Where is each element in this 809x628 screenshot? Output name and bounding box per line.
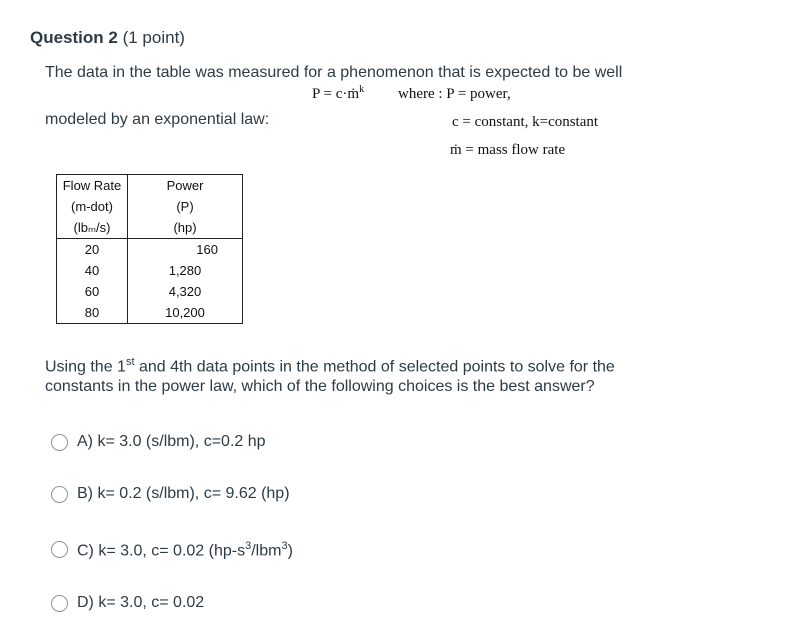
table-row — [57, 239, 243, 261]
radio-button[interactable] — [51, 541, 68, 558]
formula-exponent: k — [359, 84, 365, 95]
prompt-superscript: st — [125, 356, 135, 368]
prompt-part2: and 4th data points in the method of selected points to solve for the — [134, 358, 615, 376]
data-table — [56, 174, 243, 324]
answer-choice-label: B) k= 0.2 (s/lbm), c= 9.62 (hp) — [77, 485, 290, 502]
formula-where: where : P = power, — [398, 86, 511, 102]
prompt-part1: Using the 1 — [45, 358, 126, 376]
choice-c-sup2: 3 — [281, 540, 288, 552]
answer-choice-label: D) k= 3.0, c= 0.02 — [77, 594, 205, 611]
question-prompt-line1 — [45, 356, 615, 376]
question-title: Question 2 — [30, 28, 118, 47]
table-header-power-2: (P) — [128, 196, 243, 217]
choice-c-part2: /lbm — [251, 542, 282, 560]
question-header — [30, 28, 185, 48]
table-cell-power: 1,280 — [128, 260, 243, 281]
question-prompt-line2: constants in the power law, which of the following choices is the best answer? — [45, 378, 595, 395]
table-cell-power: 4,320 — [128, 281, 243, 302]
radio-button[interactable] — [51, 434, 68, 451]
table-cell-power: 10,200 — [128, 302, 243, 324]
formula-mdot-text: = mass flow rate — [461, 142, 566, 158]
choice-c-part3: ) — [287, 542, 293, 560]
table-cell-power: 160 — [128, 239, 243, 261]
table-header-flow-2: (m-dot) — [57, 196, 128, 217]
choice-c-sup1: 3 — [245, 540, 252, 552]
radio-button[interactable] — [51, 486, 68, 503]
formula-mdot-symbol: ṁ — [450, 142, 462, 158]
answer-choice-d[interactable] — [51, 594, 371, 614]
answer-choice-c[interactable] — [51, 540, 371, 562]
radio-button[interactable] — [51, 595, 68, 612]
answer-choice-label: A) k= 3.0 (s/lbm), c=0.2 hp — [77, 433, 266, 450]
table-header-flow-3: (lbₘ/s) — [57, 217, 128, 239]
table-cell-flow: 80 — [57, 302, 128, 324]
table-cell-flow: 20 — [57, 239, 128, 261]
formula-equation — [312, 84, 364, 103]
formula-mass-flow — [450, 142, 565, 159]
question-intro-line1: The data in the table was measured for a phenomenon that is expected to be well — [45, 64, 623, 81]
formula-constants: c = constant, k=constant — [452, 114, 599, 130]
formula-equation-text: P = c·ṁ — [312, 86, 360, 102]
table-header-power-1: Power — [128, 175, 243, 197]
table-header-power-3: (hp) — [128, 217, 243, 239]
table-row — [57, 302, 243, 324]
answer-choice-label — [77, 540, 293, 560]
choice-c-part1: C) k= 3.0, c= 0.02 (hp-s — [77, 542, 246, 560]
table-header-flow-1: Flow Rate — [57, 175, 128, 197]
table-row — [57, 281, 243, 302]
answer-choice-a[interactable] — [51, 433, 371, 453]
table-cell-flow: 60 — [57, 281, 128, 302]
answer-choice-b[interactable] — [51, 485, 371, 505]
table-cell-flow: 40 — [57, 260, 128, 281]
question-points: (1 point) — [122, 28, 185, 47]
table-row — [57, 260, 243, 281]
question-intro-line2: modeled by an exponential law: — [45, 111, 270, 128]
